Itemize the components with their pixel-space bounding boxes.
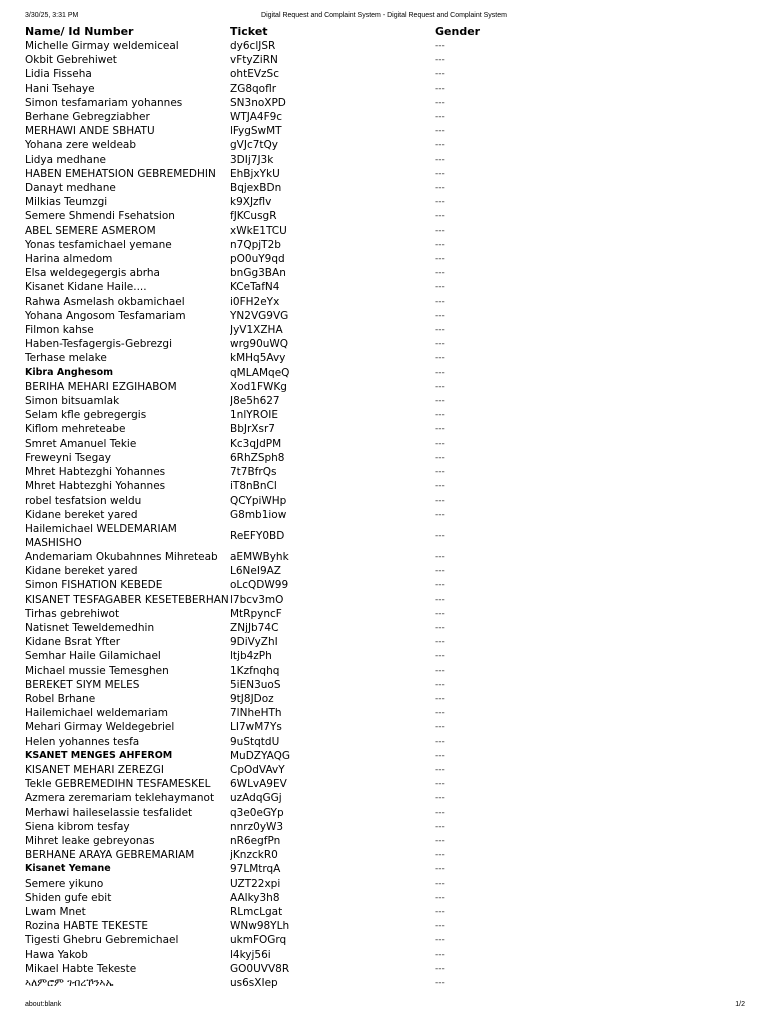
cell-gender: --- (435, 325, 445, 336)
cell-gender: --- (435, 722, 445, 733)
cell-gender: --- (435, 864, 445, 875)
cell-name: Simon bitsuamlak (25, 395, 120, 408)
cell-ticket: iT8nBnCl (230, 480, 277, 493)
cell-name: Rozina HABTE TEKESTE (25, 920, 149, 933)
cell-ticket: kMHq5Avy (230, 352, 286, 365)
table-row (25, 153, 725, 167)
table-row (25, 649, 725, 663)
cell-name: Simon tesfamariam yohannes (25, 96, 183, 109)
table-row (25, 238, 725, 252)
cell-ticket: aEMWByhk (230, 550, 289, 563)
table-row (25, 422, 725, 436)
table-row (25, 763, 725, 777)
cell-name: Haben-Tesfagergis-Gebrezgi (25, 338, 173, 351)
cell-ticket: 6WLvA9EV (230, 778, 287, 791)
table-row (25, 451, 725, 465)
cell-gender: --- (435, 693, 445, 704)
cell-gender: --- (435, 651, 445, 662)
column-header-ticket: Ticket (230, 25, 268, 38)
cell-ticket: i0FH2eYx (230, 295, 280, 308)
cell-name: Danayt medhane (25, 182, 116, 195)
cell-ticket: MuDZYAQG (230, 749, 290, 762)
table-row (25, 53, 725, 67)
cell-gender: --- (435, 452, 445, 463)
table-row (25, 635, 725, 649)
cell-name: Semere yikuno (25, 877, 104, 890)
cell-name: Yonas tesfamichael yemane (25, 238, 172, 251)
cell-name: Azmera zeremariam teklehaymanot (25, 792, 215, 805)
cell-ticket: dy6clJSR (230, 40, 276, 52)
cell-gender: --- (435, 637, 445, 648)
cell-name: Yohana Angosom Tesfamariam (25, 309, 186, 322)
cell-name: Mehari Girmay Weldegebriel (25, 721, 175, 734)
cell-gender: --- (435, 168, 445, 179)
cell-gender: --- (435, 183, 445, 194)
table-row (25, 209, 725, 223)
table-row (25, 437, 725, 451)
cell-name: Kisanet Yemane (25, 863, 111, 875)
cell-gender: --- (435, 69, 445, 80)
cell-name: Michelle Girmay weldemiceal (25, 40, 179, 52)
cell-gender: --- (435, 594, 445, 605)
cell-ticket: 9tJ8JDoz (230, 692, 274, 705)
cell-ticket: AAlky3h8 (230, 891, 280, 904)
cell-gender: --- (435, 410, 445, 421)
cell-name: BERIHA MEHARI EZGIHABOM (25, 380, 177, 393)
cell-ticket: G8mb1iow (230, 508, 287, 521)
cell-gender: --- (435, 83, 445, 94)
cell-gender: --- (435, 239, 445, 250)
table-row (25, 82, 725, 96)
cell-ticket: ukmFOGrq (230, 934, 287, 947)
table-row (25, 167, 725, 181)
table-row (25, 266, 725, 280)
cell-ticket: 7t7BfrQs (230, 466, 277, 479)
table-row (25, 366, 725, 380)
table-row (25, 309, 725, 323)
cell-ticket: bnGg3BAn (230, 267, 286, 280)
table-row (25, 891, 725, 905)
cell-ticket: k9XJzflv (230, 196, 272, 209)
page-number: 1/2 (735, 1001, 745, 1008)
cell-ticket: ltjb4zPh (230, 650, 272, 663)
cell-gender: --- (435, 530, 445, 541)
table-row (25, 791, 725, 805)
table-row (25, 508, 725, 522)
cell-gender: --- (435, 268, 445, 279)
cell-ticket: 5iEN3uoS (230, 678, 281, 691)
table-row (25, 494, 725, 508)
cell-gender: --- (435, 921, 445, 932)
table-row (25, 848, 725, 862)
table-row (25, 806, 725, 820)
cell-ticket: 9DiVyZhI (230, 636, 278, 649)
table-row (25, 578, 725, 592)
cell-gender: --- (435, 339, 445, 350)
cell-ticket: WNw98YLh (230, 920, 290, 933)
cell-ticket: KCeTafN4 (230, 281, 280, 294)
cell-ticket: BbJrXsr7 (230, 423, 275, 436)
table-row (25, 67, 725, 81)
cell-name: ኣለምሮም ገብረኾንኣኤ (25, 977, 114, 989)
column-header-name: Name/ Id Number (25, 25, 134, 38)
print-header (25, 12, 743, 24)
cell-name: BERHANE ARAYA GEBREMARIAM (25, 849, 195, 862)
cell-name: Siena kibrom tesfay (25, 820, 130, 833)
cell-ticket: WTJA4F9c (230, 111, 283, 124)
table-row (25, 735, 725, 749)
cell-ticket: xWkE1TCU (230, 224, 287, 237)
table-row (25, 692, 725, 706)
cell-ticket: fJKCusgR (230, 210, 277, 223)
cell-name: Kidane bereket yared (25, 508, 138, 521)
cell-name: Okbit Gebrehiwet (25, 54, 117, 67)
table-row (25, 181, 725, 195)
table-row (25, 834, 725, 848)
cell-ticket: 1Kzfnqhq (230, 664, 280, 677)
table-body (25, 39, 725, 990)
column-header-gender: Gender (435, 25, 481, 38)
cell-gender: --- (435, 41, 445, 51)
table-row (25, 749, 725, 763)
cell-ticket: 9uStqtdU (230, 735, 280, 748)
table-row (25, 593, 725, 607)
table-row (25, 607, 725, 621)
cell-name: Semhar Haile Gilamichael (25, 650, 161, 663)
cell-name: Berhane Gebregziabher (25, 111, 150, 124)
cell-ticket: n7QpjT2b (230, 238, 281, 251)
cell-ticket: 3DIj7J3k (230, 153, 274, 166)
cell-ticket: 7lNheHTh (230, 707, 282, 720)
cell-name: Lidia Fisseha (25, 68, 92, 81)
cell-gender: --- (435, 622, 445, 633)
cell-gender: --- (435, 140, 445, 151)
table-row (25, 110, 725, 124)
cell-gender: --- (435, 793, 445, 804)
cell-gender: --- (435, 665, 445, 676)
cell-gender: --- (435, 679, 445, 690)
cell-gender: --- (435, 906, 445, 917)
table-row (25, 564, 725, 578)
table-row (25, 337, 725, 351)
cell-ticket: gVJc7tQy (230, 139, 278, 152)
table-row (25, 224, 725, 238)
cell-gender: --- (435, 608, 445, 619)
cell-ticket: EhBjxYkU (230, 167, 280, 180)
cell-name: Hawa Yakob (25, 948, 88, 961)
cell-gender: --- (435, 225, 445, 236)
cell-gender: --- (435, 551, 445, 562)
cell-ticket: qMLAMqeQ (230, 366, 290, 379)
cell-ticket: JyV1XZHA (230, 324, 283, 337)
table-row (25, 394, 725, 408)
table-row (25, 408, 725, 422)
cell-gender: --- (435, 764, 445, 775)
table-row (25, 933, 725, 947)
cell-gender: --- (435, 949, 445, 960)
ticket-table (25, 24, 725, 990)
table-row (25, 195, 725, 209)
cell-name: KSANET MENGES AHFEROM (25, 749, 173, 761)
table-row (25, 295, 725, 309)
cell-gender: --- (435, 310, 445, 321)
cell-gender: --- (435, 779, 445, 790)
cell-name: Lwam Mnet (25, 905, 86, 918)
cell-ticket: ReEFY0BD (230, 529, 285, 542)
table-row (25, 877, 725, 891)
table-row (25, 465, 725, 479)
table-row (25, 138, 725, 152)
cell-name: Helen yohannes tesfa (25, 735, 140, 748)
cell-name: Elsa weldegegergis abrha (25, 267, 160, 280)
cell-gender: --- (435, 254, 445, 265)
cell-ticket: SN3noXPD (230, 96, 286, 109)
cell-ticket: Xod1FWKg (230, 380, 287, 393)
cell-name: Natisnet Teweldemedhin (25, 621, 155, 634)
table-row (25, 522, 725, 550)
cell-name: Hailemichael weldemariam (25, 707, 168, 720)
cell-name: Yohana zere weldeab (25, 139, 137, 152)
cell-ticket: 1nlYROIE (230, 409, 278, 422)
cell-name: Robel Brhane (25, 692, 96, 705)
table-row (25, 351, 725, 365)
cell-name: Filmon kahse (25, 324, 94, 337)
table-row (25, 720, 725, 734)
cell-gender: --- (435, 424, 445, 435)
table-row (25, 664, 725, 678)
cell-gender: --- (435, 850, 445, 861)
cell-gender: --- (435, 396, 445, 407)
cell-gender: --- (435, 353, 445, 364)
cell-gender: --- (435, 97, 445, 108)
cell-ticket: YN2VG9VG (230, 309, 289, 322)
cell-name: KISANET MEHARI ZEREZGI (25, 763, 164, 776)
cell-gender: --- (435, 381, 445, 392)
cell-ticket: l7bcv3mO (230, 593, 284, 606)
table-row (25, 323, 725, 337)
cell-ticket: CpOdVAvY (230, 763, 285, 776)
cell-name: BEREKET SIYM MELES (25, 678, 140, 691)
cell-ticket: UZT22xpi (230, 877, 281, 890)
cell-ticket: l4kyj56i (230, 948, 271, 961)
cell-ticket: lFygSwMT (230, 125, 282, 138)
cell-ticket: oLcQDW99 (230, 579, 289, 592)
cell-gender: --- (435, 821, 445, 832)
cell-gender: --- (435, 878, 445, 889)
cell-name: Milkias Teumzgi (25, 196, 108, 209)
cell-ticket: ohtEVzSc (230, 68, 279, 81)
table-row (25, 621, 725, 635)
cell-name: Kidane Bsrat Yfter (25, 636, 121, 649)
cell-name: Mikael Habte Tekeste (25, 962, 137, 975)
cell-ticket: RLmcLgat (230, 905, 283, 918)
cell-gender: --- (435, 367, 445, 378)
table-row (25, 96, 725, 110)
cell-name: Terhase melake (25, 352, 107, 365)
cell-name: Tigesti Ghebru Gebremichael (25, 934, 179, 947)
cell-name: Selam kfle gebregergis (25, 409, 147, 422)
cell-gender: --- (435, 467, 445, 478)
cell-gender: --- (435, 892, 445, 903)
cell-gender: --- (435, 211, 445, 222)
cell-gender: --- (435, 495, 445, 506)
cell-gender: --- (435, 481, 445, 492)
cell-ticket: Kc3qJdPM (230, 437, 282, 450)
cell-ticket: GO0UVV8R (230, 962, 290, 975)
cell-ticket: nR6egfPn (230, 834, 281, 847)
table-row (25, 976, 725, 990)
cell-name: Michael mussie Temesghen (25, 664, 169, 677)
cell-gender: --- (435, 708, 445, 719)
cell-gender: --- (435, 736, 445, 747)
cell-name: Kisanet Kidane Haile.... (25, 281, 147, 294)
cell-gender: --- (435, 935, 445, 946)
page-title: Digital Request and Complaint System - Digital Request and Complaint System (261, 12, 507, 19)
cell-name: Andemariam Okubahnnes Mihreteab (25, 550, 218, 563)
cell-gender: --- (435, 978, 445, 988)
cell-ticket: QCYpiWHp (230, 494, 287, 507)
cell-name: Mhret Habtezghi Yohannes (25, 480, 166, 493)
table-row (25, 948, 725, 962)
table-row (25, 550, 725, 564)
cell-ticket: 97LMtrqA (230, 863, 281, 876)
table-row (25, 919, 725, 933)
cell-gender: --- (435, 154, 445, 165)
cell-name: MERHAWI ANDE SBHATU (25, 125, 155, 138)
cell-name: Kidane bereket yared (25, 565, 138, 578)
cell-name: Hani Tsehaye (25, 82, 95, 95)
cell-name: Mihret leake gebreyonas (25, 834, 155, 847)
cell-gender: --- (435, 807, 445, 818)
table-row (25, 280, 725, 294)
cell-name: Hailemichael WELDEMARIAM MASHISHO (25, 522, 177, 549)
table-header-row (25, 24, 725, 39)
cell-name: Shiden gufe ebit (25, 891, 112, 904)
cell-ticket: uzAdqGGj (230, 792, 282, 805)
cell-ticket: ZNjJb74C (230, 621, 279, 634)
cell-gender: --- (435, 55, 445, 66)
cell-gender: --- (435, 296, 445, 307)
table-row (25, 706, 725, 720)
table-row (25, 380, 725, 394)
cell-ticket: wrg90uWQ (230, 338, 289, 351)
cell-name: Merhawi haileselassie tesfalidet (25, 806, 193, 819)
cell-name: Smret Amanuel Tekie (25, 437, 137, 450)
cell-name: KISANET TESFAGABER KESETEBERHAN (25, 593, 229, 606)
table-row (25, 39, 725, 53)
cell-name: Tekle GEBREMEDIHN TESFAMESKEL (25, 778, 211, 791)
page-url: about:blank (25, 1001, 62, 1008)
cell-name: Freweyni Tsegay (25, 451, 111, 464)
cell-gender: --- (435, 750, 445, 761)
cell-gender: --- (435, 835, 445, 846)
print-date: 3/30/25, 3:31 PM (25, 12, 79, 19)
cell-name: Lidya medhane (25, 153, 106, 166)
cell-gender: --- (435, 112, 445, 123)
cell-name: Kiflom mehreteabe (25, 423, 126, 436)
cell-ticket: MtRpyncF (230, 607, 282, 620)
cell-ticket: L6NeI9AZ (230, 565, 281, 578)
cell-name: ABEL SEMERE ASMEROM (25, 224, 156, 237)
cell-ticket: BqjexBDn (230, 182, 282, 195)
cell-gender: --- (435, 126, 445, 137)
cell-ticket: jKnzckR0 (230, 849, 278, 862)
cell-gender: --- (435, 197, 445, 208)
table-row (25, 862, 725, 876)
cell-gender: --- (435, 963, 445, 974)
cell-ticket: nnrz0yW3 (230, 820, 284, 833)
cell-gender: --- (435, 566, 445, 577)
cell-ticket: 6RhZSph8 (230, 451, 285, 464)
cell-ticket: us6sXIep (230, 977, 278, 989)
cell-name: robel tesfatsion weldu (25, 494, 142, 507)
table-row (25, 962, 725, 976)
cell-name: Kibra Anghesom (25, 366, 114, 378)
cell-name: Mhret Habtezghi Yohannes (25, 466, 166, 479)
table-row (25, 820, 725, 834)
print-footer (25, 1001, 745, 1013)
cell-name: Rahwa Asmelash okbamichael (25, 295, 185, 308)
cell-gender: --- (435, 509, 445, 520)
cell-ticket: pO0uY9qd (230, 253, 285, 266)
cell-name: Semere Shmendi Fsehatsion (25, 210, 175, 223)
cell-ticket: vFtyZiRN (230, 54, 278, 67)
cell-gender: --- (435, 580, 445, 591)
table-row (25, 678, 725, 692)
cell-name: Simon FISHATION KEBEDE (25, 579, 163, 592)
cell-name: Harina almedom (25, 253, 113, 266)
cell-name: Tirhas gebrehiwot (25, 607, 120, 620)
cell-gender: --- (435, 282, 445, 293)
cell-name: HABEN EMEHATSION GEBREMEDHIN (25, 167, 216, 180)
cell-ticket: LI7wM7Ys (230, 721, 282, 734)
cell-ticket: q3e0eGYp (230, 806, 284, 819)
cell-ticket: J8e5h627 (230, 395, 280, 408)
table-row (25, 252, 725, 266)
cell-ticket: ZG8qoflr (230, 82, 277, 95)
table-row (25, 124, 725, 138)
cell-gender: --- (435, 438, 445, 449)
table-row (25, 777, 725, 791)
table-row (25, 905, 725, 919)
table-row (25, 479, 725, 493)
